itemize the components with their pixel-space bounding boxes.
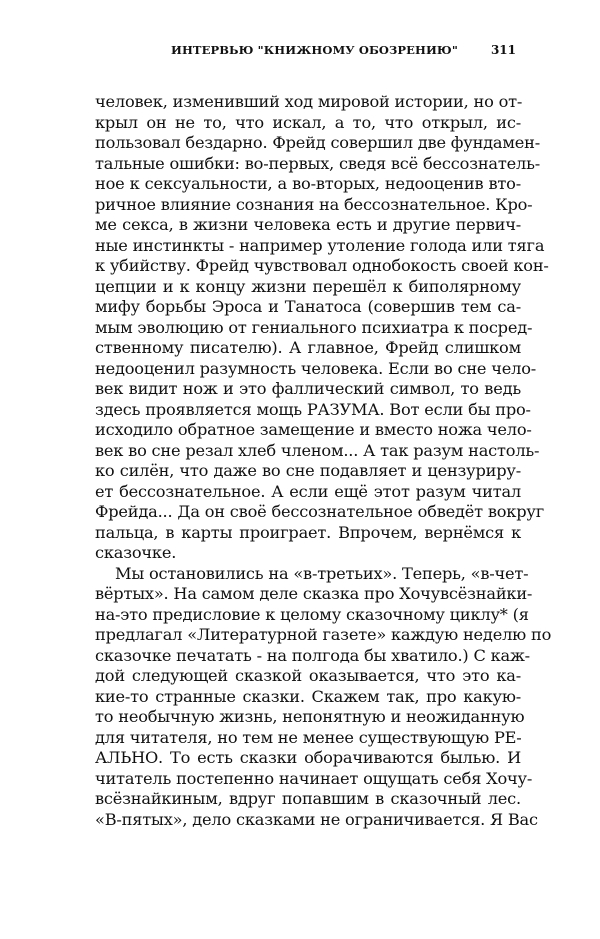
text-line: для читателя, но тем не менее существующую РЕ- (95, 727, 522, 747)
text-line: ственному писателю). А главное, Фрейд слишком (95, 338, 521, 357)
running-header (95, 43, 520, 63)
text-line: пальца, в карты проиграет. Впрочем, вернёмся к (95, 522, 521, 542)
text-line: пользовал бездарно. Фрейд совершил две фундамен- (95, 133, 541, 152)
text-line: ко силён, что даже во сне подавляет и цензуриру- (95, 461, 521, 480)
text-line: человек, изменивший ход мировой истории, но от- (95, 92, 523, 111)
text-line: сказочке. (95, 543, 177, 562)
text-line: Мы остановились на «в-третьих». Теперь, «в-чет- (115, 563, 529, 583)
text-line: ричное влияние сознания на бессознательное. Кро- (95, 194, 533, 214)
text-line: ет бессознательное. А если ещё этот разум читал (95, 481, 521, 501)
text-line: читатель постепенно начинает ощущать себя Хочу- (95, 768, 533, 788)
text-line: на-это предисловие к целому сказочному циклу* (я (95, 604, 529, 624)
running-title: ИНТЕРВЬЮ "КНИЖНОМУ ОБОЗРЕНИЮ" (171, 43, 458, 57)
text-line: всёзнайкиным, вдруг попавшим в сказочный лес. (95, 789, 521, 808)
paragraph-2 (95, 563, 552, 831)
text-line: мифу борьбы Эроса и Танатоса (совершив тем са- (95, 297, 521, 316)
text-line: цепции и к концу жизни перешёл к биполярному (95, 276, 521, 296)
text-line: вёртых». На самом деле сказка про Хочувсёзнайки- (95, 584, 533, 603)
text-line: к убийству. Фрейд чувствовал однобокость своей кон- (95, 256, 549, 275)
text-line: тальные ошибки: во-первых, сведя всё бессознатель- (95, 153, 540, 173)
text-line: мым эволюцию от гениального психиатра к посред- (95, 317, 533, 337)
text-line: здесь проявляется мощь РАЗУМА. Вот если бы про- (95, 399, 531, 419)
text-line: дой следующей сказкой оказывается, что это ка- (95, 666, 521, 685)
text-line: крыл он не то, что искал, а то, что открыл, ис- (95, 112, 521, 132)
text-line: то необычную жизнь, непонятную и неожиданную (95, 707, 525, 726)
text-line: век видит нож и это фаллический символ, то ведь (95, 379, 521, 398)
text-line: Фрейда... Да он своё бессознательное обведёт вокруг (95, 502, 544, 521)
paragraph-1 (95, 92, 549, 564)
text-line: век во сне резал хлеб членом... А так разум настоль- (95, 440, 540, 460)
body-text (95, 92, 552, 830)
text-line: кие-то странные сказки. Скажем так, про какую- (95, 686, 521, 706)
text-line: сказочке печатать - на полгода бы хватило.) С каж- (95, 645, 530, 665)
text-line: исходило обратное замещение и вместо ножа чело- (95, 420, 532, 439)
text-line: ное к сексуальности, а во-вторых, недооценив вто- (95, 174, 521, 193)
text-line: АЛЬНО. То есть сказки оборачиваются былью. И (95, 748, 521, 767)
text-line: «В-пятых», дело сказками не ограничивается. Я Вас (95, 809, 538, 829)
text-line: ме секса, в жизни человека есть и другие первич- (95, 215, 521, 234)
page-number: 311 (490, 43, 516, 57)
text-line: ные инстинкты - например утоление голода или тяга (95, 235, 545, 255)
text-line: предлагал «Литературной газете» каждую неделю по (95, 625, 552, 644)
text-line: недооценил разумность человека. Если во сне чело- (95, 358, 537, 378)
